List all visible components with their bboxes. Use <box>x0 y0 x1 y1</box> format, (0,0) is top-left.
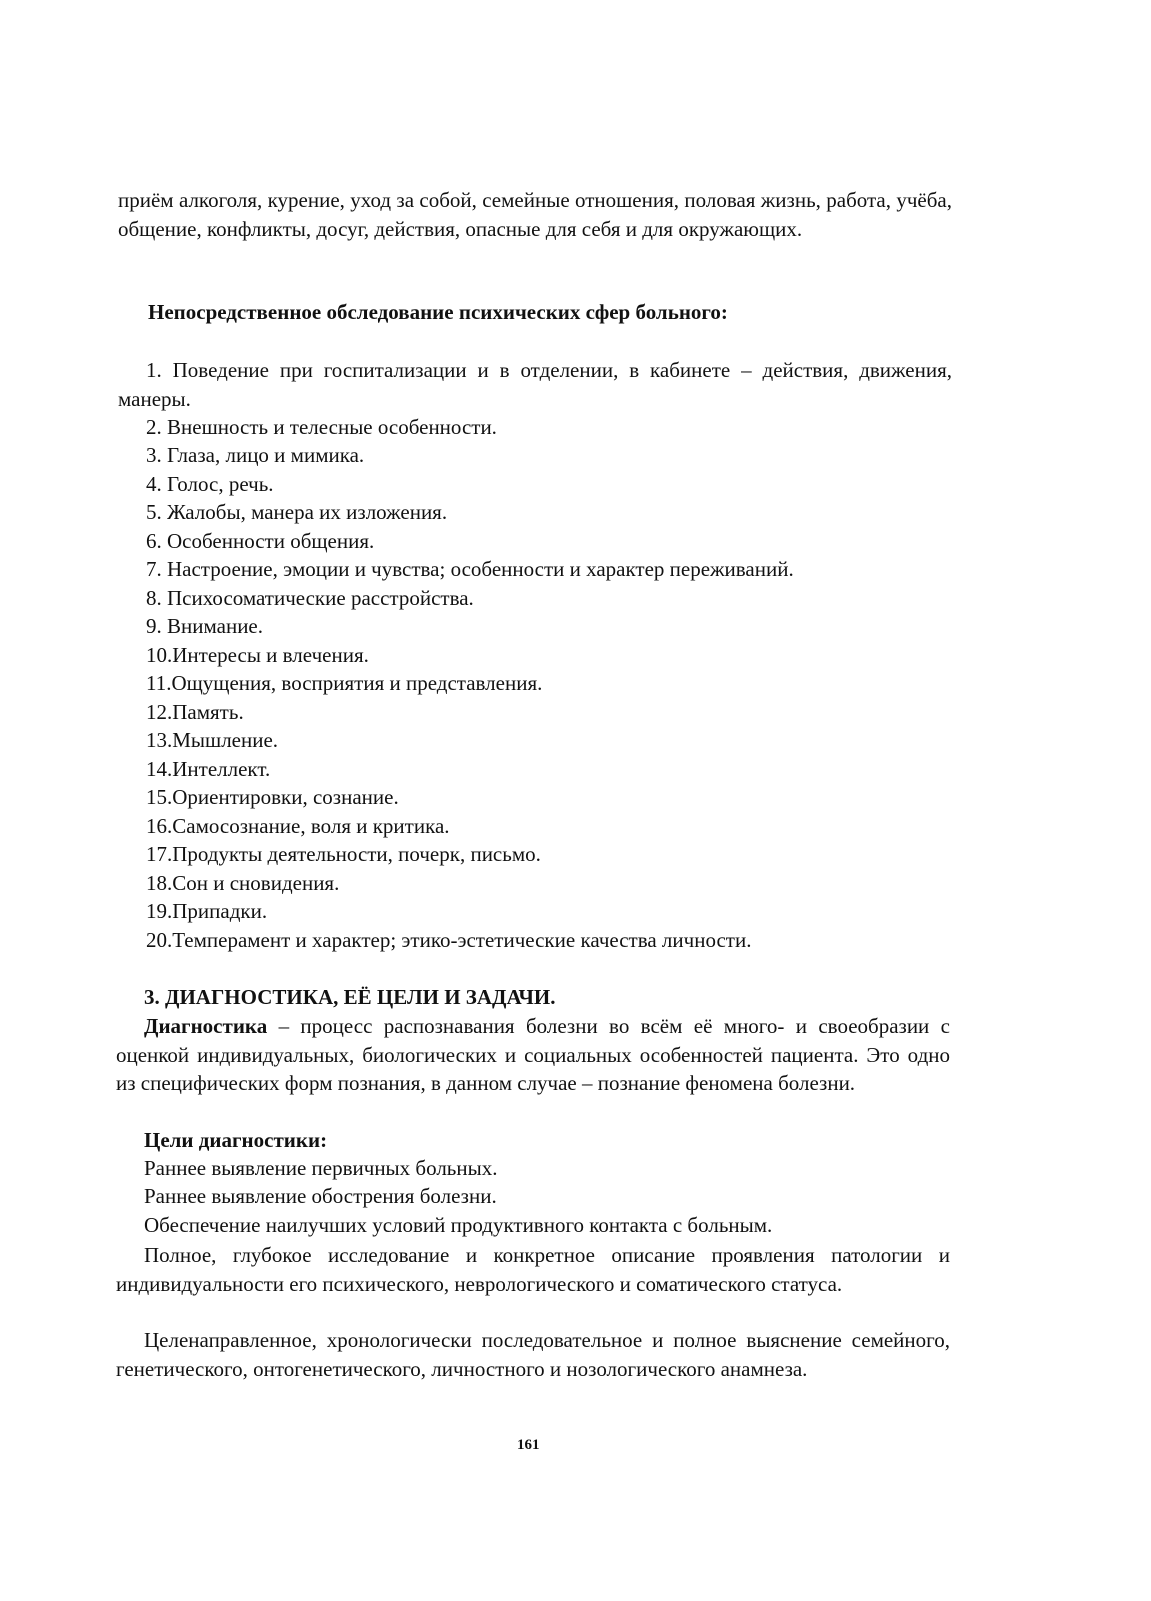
exam-item-19: 19.Припадки. <box>146 899 268 923</box>
exam-heading: Непосредственное обследование психических сфер больного: <box>148 300 728 324</box>
exam-item-9: 9. Внимание. <box>146 614 263 638</box>
goal-item-1: Раннее выявление первичных больных. <box>144 1156 498 1180</box>
goal-paragraph-1: Полное, глубокое исследование и конкретное описание проявления патологии и индивидуальности его психического, неврологического и соматического статуса. <box>116 1243 950 1296</box>
section-title: 3. ДИАГНОСТИКА, ЕЁ ЦЕЛИ И ЗАДАЧИ. <box>144 985 556 1009</box>
diagnostics-paragraph <box>116 1012 950 1098</box>
goal-paragraph-2: Целенаправленное, хронологически последовательное и полное выяснение семейного, генетического, онтогенетического, личностного и нозологического анамнеза. <box>116 1328 950 1381</box>
exam-item-1: 1. Поведение при госпитализации и в отделении, в кабинете – действия, движения, манеры. <box>118 358 952 411</box>
goal-item-2: Раннее выявление обострения болезни. <box>144 1184 497 1208</box>
exam-item-7: 7. Настроение, эмоции и чувства; особенности и характер переживаний. <box>146 557 794 581</box>
intro-paragraph: приём алкоголя, курение, уход за собой, семейные отношения, половая жизнь, работа, учёба, общение, конфликты, досуг, действия, опасные для себя и для окружающих. <box>118 188 952 241</box>
exam-item-12: 12.Память. <box>146 700 244 724</box>
exam-item-16: 16.Самосознание, воля и критика. <box>146 814 450 838</box>
exam-item-15: 15.Ориентировки, сознание. <box>146 785 399 809</box>
exam-item-13: 13.Мышление. <box>146 728 279 752</box>
exam-item-5: 5. Жалобы, манера их изложения. <box>146 500 448 524</box>
goals-heading: Цели диагностики: <box>144 1128 328 1152</box>
goal-item-3: Обеспечение наилучших условий продуктивного контакта с больным. <box>144 1213 773 1237</box>
exam-item-10: 10.Интересы и влечения. <box>146 643 369 667</box>
diagnostics-definition: – процесс распознавания болезни во всём её много- и своеобразии с оценкой индивидуальных, биологических и социальных особенностей пациента. Это одно из специфических форм познания, в данном случае – познание феномена болезни. <box>116 1014 950 1095</box>
exam-item-18: 18.Сон и сновидения. <box>146 871 340 895</box>
exam-item-8: 8. Психосоматические расстройства. <box>146 586 474 610</box>
exam-item-4: 4. Голос, речь. <box>146 472 274 496</box>
page-number: 161 <box>517 1437 540 1453</box>
exam-item-14: 14.Интеллект. <box>146 757 271 781</box>
exam-item-20: 20.Темперамент и характер; этико-эстетические качества личности. <box>146 928 752 952</box>
diagnostics-term: Диагностика <box>144 1014 268 1038</box>
exam-item-6: 6. Особенности общения. <box>146 529 375 553</box>
exam-item-3: 3. Глаза, лицо и мимика. <box>146 443 365 467</box>
exam-item-2: 2. Внешность и телесные особенности. <box>146 415 497 439</box>
exam-item-17: 17.Продукты деятельности, почерк, письмо. <box>146 842 541 866</box>
exam-item-11: 11.Ощущения, восприятия и представления. <box>146 671 543 695</box>
